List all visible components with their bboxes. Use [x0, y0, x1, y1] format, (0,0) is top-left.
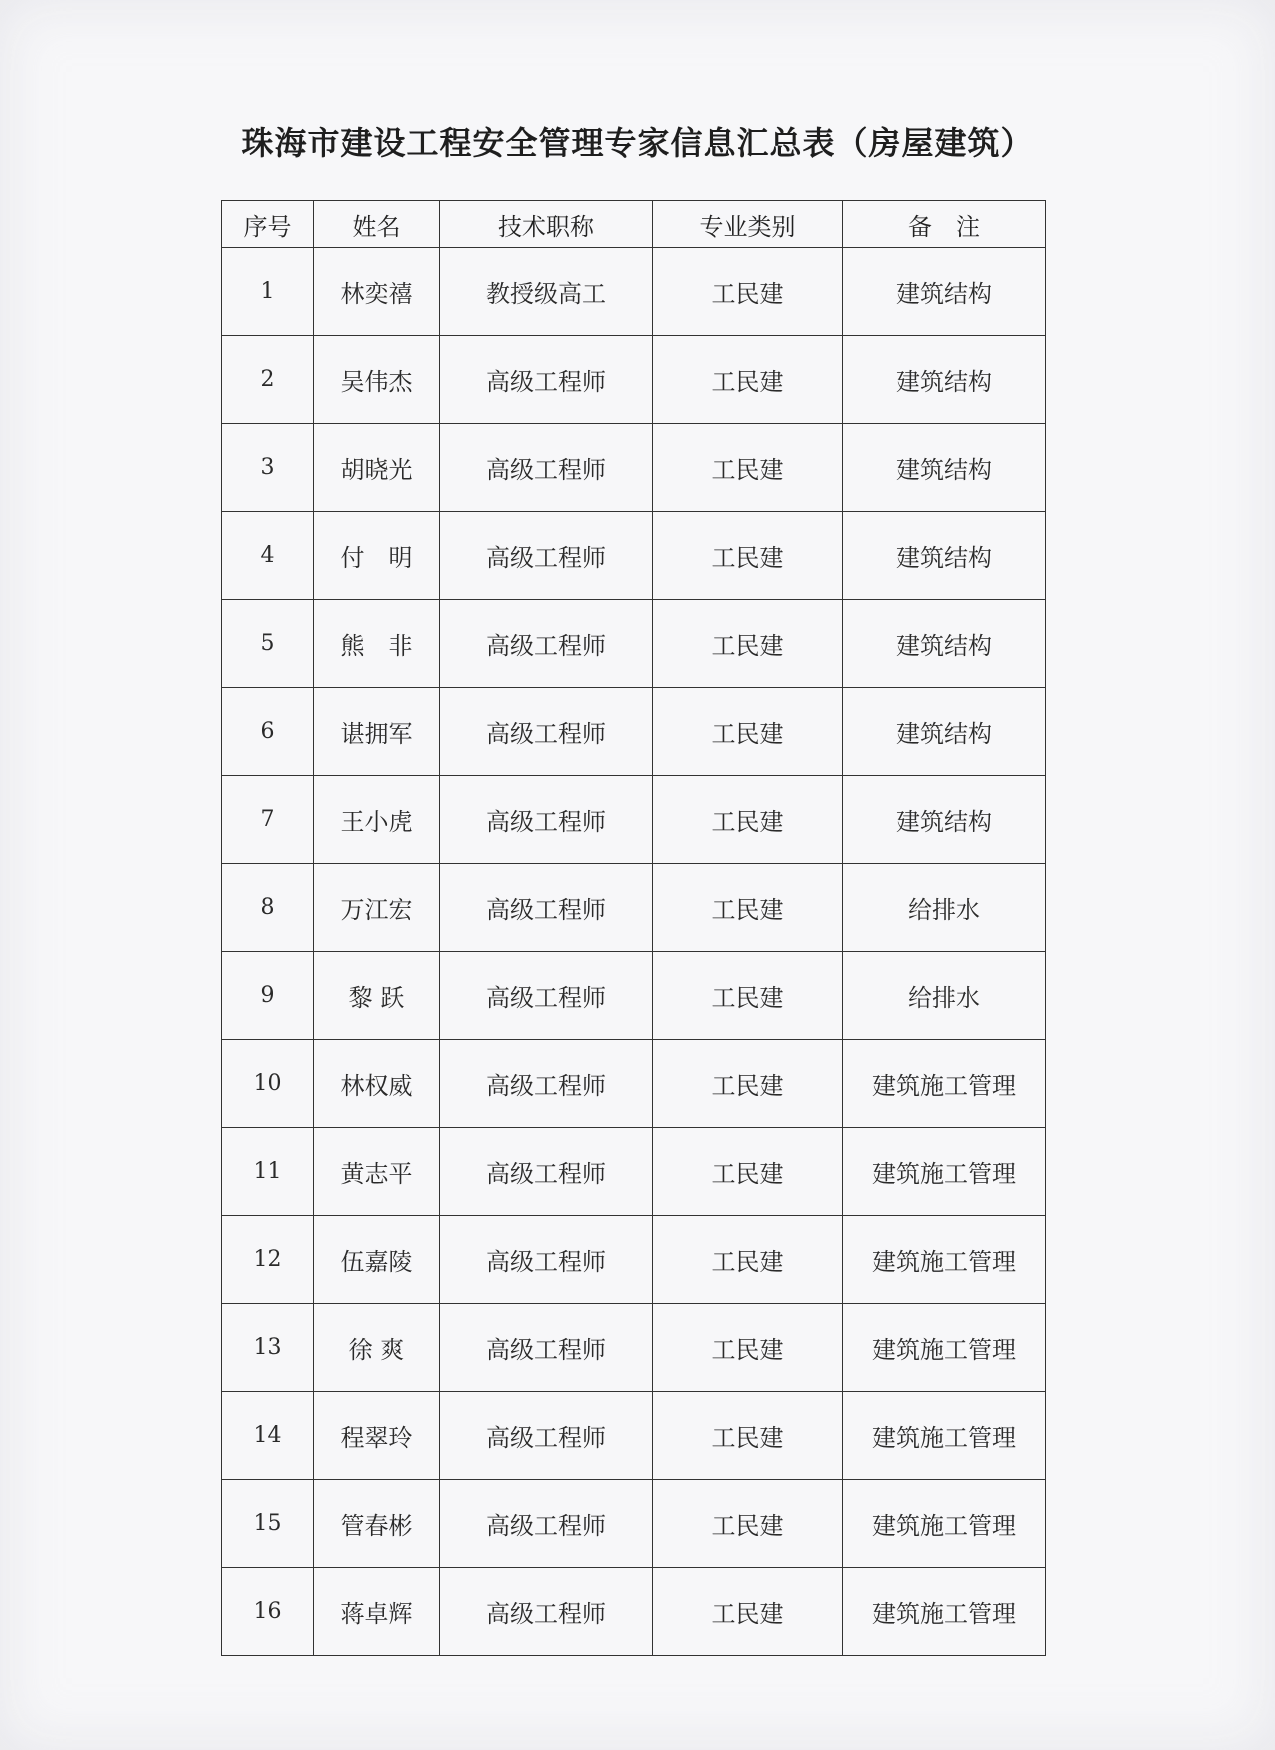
- cell-remarks: 建筑结构: [843, 248, 1046, 336]
- cell-name: 谌拥军: [314, 688, 440, 776]
- cell-name: 徐 爽: [314, 1304, 440, 1392]
- cell-name: 万江宏: [314, 864, 440, 952]
- cell-remarks: 建筑施工管理: [843, 1128, 1046, 1216]
- cell-specialty-category: 工民建: [653, 600, 843, 688]
- cell-serial-number: 3: [222, 424, 314, 512]
- cell-serial-number: 14: [222, 1392, 314, 1480]
- cell-technical-title: 高级工程师: [440, 1040, 653, 1128]
- table-row: [222, 1128, 1046, 1216]
- cell-technical-title: 高级工程师: [440, 512, 653, 600]
- cell-specialty-category: 工民建: [653, 1216, 843, 1304]
- cell-technical-title: 高级工程师: [440, 952, 653, 1040]
- cell-name: 王小虎: [314, 776, 440, 864]
- cell-specialty-category: 工民建: [653, 1568, 843, 1656]
- cell-specialty-category: 工民建: [653, 336, 843, 424]
- cell-specialty-category: 工民建: [653, 688, 843, 776]
- cell-name: 胡晓光: [314, 424, 440, 512]
- table-row: [222, 512, 1046, 600]
- cell-remarks: 建筑施工管理: [843, 1392, 1046, 1480]
- cell-remarks: 建筑施工管理: [843, 1040, 1046, 1128]
- cell-remarks: 建筑施工管理: [843, 1480, 1046, 1568]
- cell-specialty-category: 工民建: [653, 1304, 843, 1392]
- cell-name: 付 明: [314, 512, 440, 600]
- header-serial-number: 序号: [222, 201, 314, 248]
- cell-serial-number: 7: [222, 776, 314, 864]
- cell-serial-number: 6: [222, 688, 314, 776]
- table-row: [222, 600, 1046, 688]
- cell-name: 伍嘉陵: [314, 1216, 440, 1304]
- cell-technical-title: 高级工程师: [440, 1392, 653, 1480]
- cell-name: 林奕禧: [314, 248, 440, 336]
- cell-serial-number: 16: [222, 1568, 314, 1656]
- cell-technical-title: 高级工程师: [440, 776, 653, 864]
- cell-specialty-category: 工民建: [653, 776, 843, 864]
- table-row: [222, 1480, 1046, 1568]
- header-technical-title: 技术职称: [440, 201, 653, 248]
- cell-remarks: 建筑施工管理: [843, 1568, 1046, 1656]
- table-row: [222, 424, 1046, 512]
- cell-name: 程翠玲: [314, 1392, 440, 1480]
- cell-name: 黄志平: [314, 1128, 440, 1216]
- table-body: [222, 248, 1046, 1656]
- cell-technical-title: 高级工程师: [440, 1304, 653, 1392]
- cell-technical-title: 高级工程师: [440, 600, 653, 688]
- table-header-row: [222, 201, 1046, 248]
- table-row: [222, 688, 1046, 776]
- cell-name: 黎 跃: [314, 952, 440, 1040]
- cell-remarks: 建筑结构: [843, 688, 1046, 776]
- cell-serial-number: 13: [222, 1304, 314, 1392]
- table-row: [222, 1040, 1046, 1128]
- cell-serial-number: 1: [222, 248, 314, 336]
- table-row: [222, 1392, 1046, 1480]
- cell-serial-number: 4: [222, 512, 314, 600]
- cell-technical-title: 高级工程师: [440, 1568, 653, 1656]
- expert-table: [221, 200, 1046, 1656]
- cell-remarks: 建筑施工管理: [843, 1216, 1046, 1304]
- table-row: [222, 1216, 1046, 1304]
- cell-technical-title: 高级工程师: [440, 1128, 653, 1216]
- cell-serial-number: 5: [222, 600, 314, 688]
- cell-serial-number: 15: [222, 1480, 314, 1568]
- table-row: [222, 776, 1046, 864]
- cell-name: 蒋卓辉: [314, 1568, 440, 1656]
- cell-technical-title: 高级工程师: [440, 1216, 653, 1304]
- cell-specialty-category: 工民建: [653, 1128, 843, 1216]
- cell-specialty-category: 工民建: [653, 1392, 843, 1480]
- cell-specialty-category: 工民建: [653, 952, 843, 1040]
- cell-serial-number: 9: [222, 952, 314, 1040]
- cell-technical-title: 高级工程师: [440, 864, 653, 952]
- cell-name: 管春彬: [314, 1480, 440, 1568]
- cell-name: 吴伟杰: [314, 336, 440, 424]
- table-row: [222, 336, 1046, 424]
- table-row: [222, 952, 1046, 1040]
- header-name: 姓名: [314, 201, 440, 248]
- cell-specialty-category: 工民建: [653, 512, 843, 600]
- table-row: [222, 1304, 1046, 1392]
- cell-technical-title: 高级工程师: [440, 688, 653, 776]
- cell-name: 熊 非: [314, 600, 440, 688]
- table-row: [222, 1568, 1046, 1656]
- cell-remarks: 建筑结构: [843, 776, 1046, 864]
- cell-remarks: 给排水: [843, 952, 1046, 1040]
- cell-specialty-category: 工民建: [653, 1040, 843, 1128]
- cell-remarks: 建筑结构: [843, 512, 1046, 600]
- cell-remarks: 给排水: [843, 864, 1046, 952]
- cell-name: 林权威: [314, 1040, 440, 1128]
- table-row: [222, 864, 1046, 952]
- cell-specialty-category: 工民建: [653, 1480, 843, 1568]
- cell-specialty-category: 工民建: [653, 864, 843, 952]
- cell-remarks: 建筑结构: [843, 336, 1046, 424]
- cell-serial-number: 8: [222, 864, 314, 952]
- table-row: [222, 248, 1046, 336]
- cell-specialty-category: 工民建: [653, 248, 843, 336]
- cell-remarks: 建筑结构: [843, 424, 1046, 512]
- cell-serial-number: 2: [222, 336, 314, 424]
- cell-technical-title: 教授级高工: [440, 248, 653, 336]
- cell-technical-title: 高级工程师: [440, 1480, 653, 1568]
- cell-technical-title: 高级工程师: [440, 336, 653, 424]
- cell-serial-number: 10: [222, 1040, 314, 1128]
- document-title: 珠海市建设工程安全管理专家信息汇总表（房屋建筑）: [241, 124, 1034, 162]
- cell-remarks: 建筑施工管理: [843, 1304, 1046, 1392]
- cell-serial-number: 11: [222, 1128, 314, 1216]
- cell-serial-number: 12: [222, 1216, 314, 1304]
- cell-technical-title: 高级工程师: [440, 424, 653, 512]
- cell-remarks: 建筑结构: [843, 600, 1046, 688]
- header-specialty-category: 专业类别: [653, 201, 843, 248]
- cell-specialty-category: 工民建: [653, 424, 843, 512]
- header-remarks: 备 注: [843, 201, 1046, 248]
